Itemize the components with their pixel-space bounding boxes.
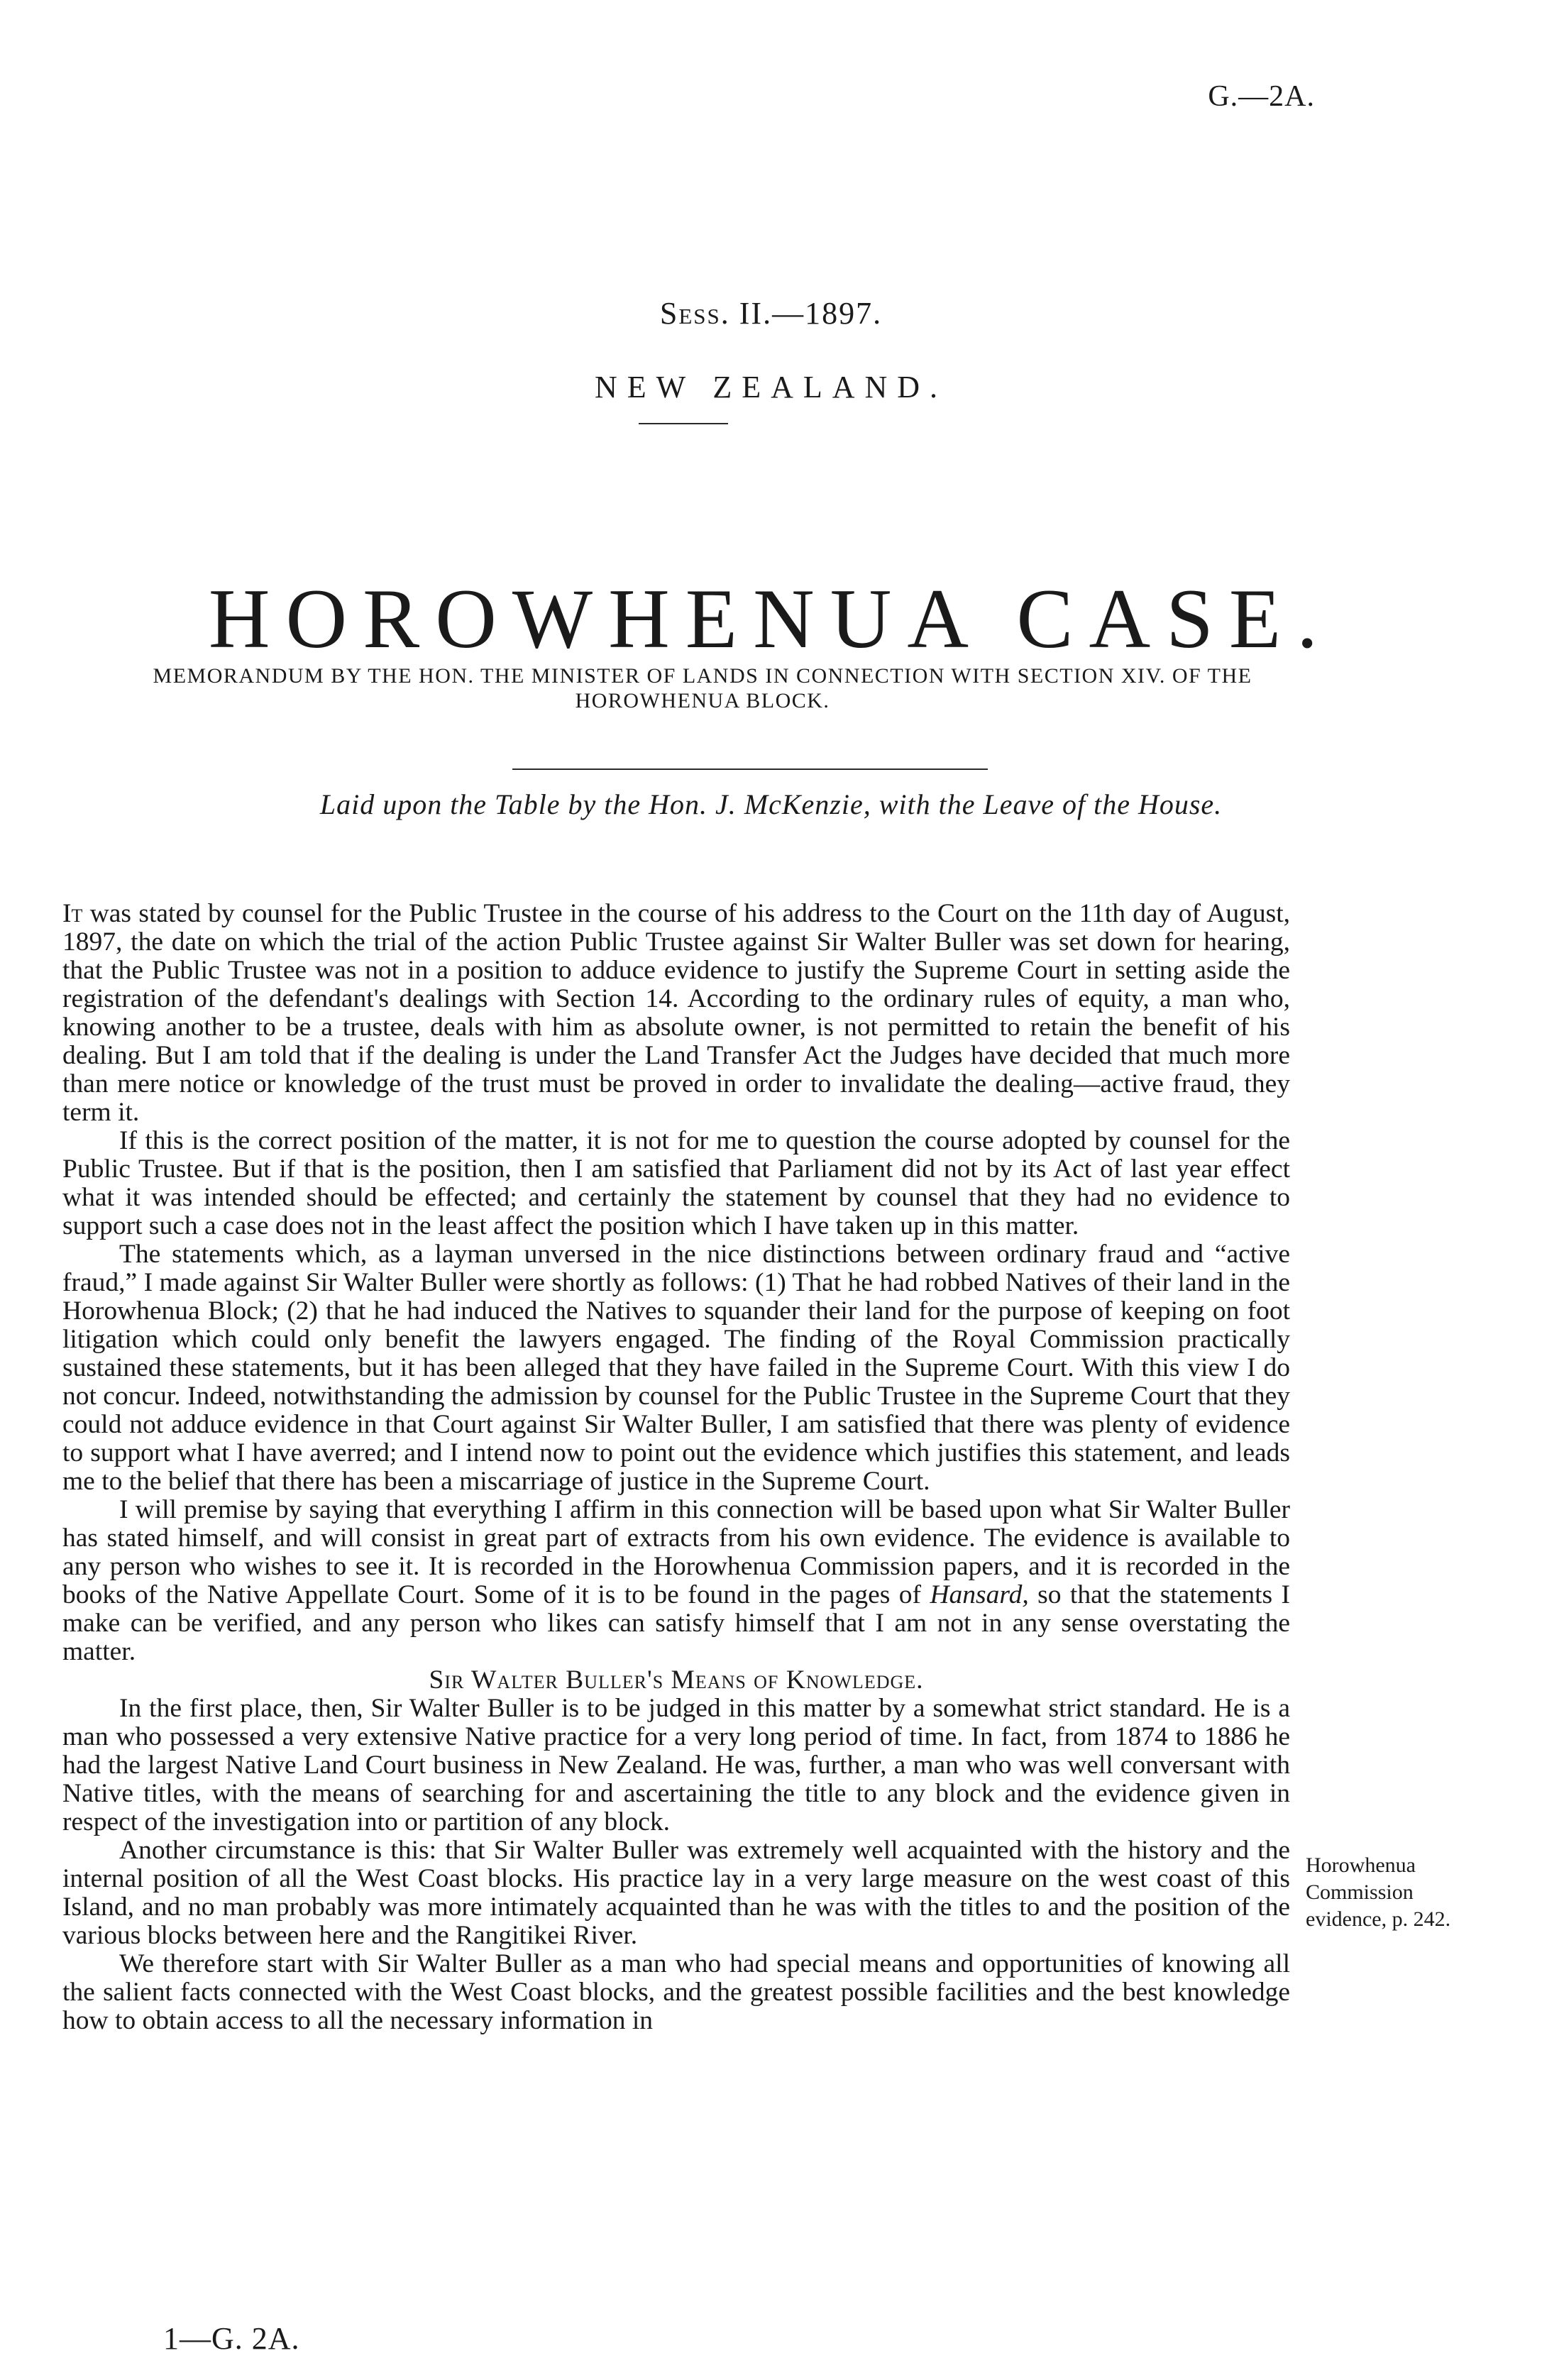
paragraph-7: We therefore start with Sir Walter Buller as a man who had special means and opportunities of knowing all the salient facts connected with the West Coast blocks, and the greatest possible facilities and the best knowledge how to obtain access to all the necessary information in — [62, 1949, 1290, 2035]
paragraph-4-text-b: so that the statements I make can be verified, and any person who likes can satisfy himself that I am not in any sense overstating the matter. — [62, 1580, 1291, 1666]
title-divider — [512, 768, 988, 770]
paragraph-6: Another circumstance is this: that Sir Walter Buller was extremely well acquainted with the history and the internal position of all the West Coast blocks. His practice lay in a very large measure on the west coast of this Island, and no man probably was more intimately acquainted than he was with the titles to and the position of the various blocks between here and the Rangitikei River. — [62, 1836, 1290, 1950]
margin-note-line-3: evidence, p. 242. — [1306, 1907, 1451, 1931]
margin-note-line-1: Horowhenua — [1306, 1853, 1416, 1877]
paragraph-4-text-a: I will premise by saying that everything I affirm in this connection will be based upon what Sir Walter Buller has stated himself, and will consist in great part of extracts from his own evidence. The evidence is available to any person who wishes to see it. It is recorded in the Horowhenua Commission papers, and it is recorded in the books of the Native Appellate Court. Some of it is to be found in the pages of — [62, 1495, 1290, 1609]
country-line: NEW ZEALAND. — [594, 370, 948, 404]
paragraph-3: The statements which, as a layman unversed in the nice distinctions between ordinary fraud and “active fraud,” I made against Sir Walter Buller were shortly as follows: (1) That he had robbed Natives of their land in the Horowhenua Block; (2) that he had induced the Natives to squander their land for the purpose of keeping on foot litigation which could only benefit the lawyers engaged. The finding of the Royal Commission practically sustained these statements, but it has been alleged that they have failed in the Supreme Court. With this view I do not concur. Indeed, notwithstanding the admission by counsel for the Public Trustee in the Supreme Court that they could not adduce evidence in that Court against Sir Walter Buller, I am satisfied that there was plenty of evidence to support what I have averred; and I intend now to point out the evidence which justifies this statement, and leads me to the belief that there has been a miscarriage of justice in the Supreme Court. — [62, 1240, 1290, 1496]
body-text — [62, 900, 1290, 2035]
drop-lead: It — [62, 899, 83, 928]
section-heading: Sir Walter Buller's Means of Knowledge. — [429, 1665, 924, 1695]
page-footer: 1—G. 2A. — [163, 2321, 300, 2356]
paragraph-4 — [62, 1496, 1290, 1666]
paragraph-2: If this is the correct position of the matter, it is not for me to question the course adopted by counsel for the Public Trustee. But if that is the position, then I am satisfied that Parliament did not by its Act of last year effect what it was intended should be effected; and certainly the statement by counsel that they had no evidence to support such a case does not in the least affect the position which I have taken up in this matter. — [62, 1126, 1290, 1240]
margin-note — [1306, 1852, 1519, 1933]
document-code: G.—2A. — [1208, 80, 1315, 113]
page-title: HOROWHENUA CASE. — [208, 571, 1334, 666]
paragraph-1 — [62, 900, 1290, 1127]
paragraph-5: In the first place, then, Sir Walter Buller is to be judged in this matter by a somewhat strict standard. He is a man who possessed a very extensive Native practice for a very long period of time. In fact, from 1874 to 1886 he had the largest Native Land Court business in New Zealand. He was, further, a man who was well conversant with Native titles, with the means of searching for and ascertaining the title to any block and the evidence given in respect of the investigation into or partition of any block. — [62, 1694, 1290, 1836]
short-divider — [639, 423, 728, 424]
paragraph-1-text: was stated by counsel for the Public Trustee in the course of his address to the Court on the 11th day of August, 1897, the date on which the trial of the action Public Trustee against Sir Walter Buller was set down for hearing, that the Public Trustee was not in a position to adduce evidence to justify the Supreme Court in setting aside the registration of the defendant's dealings with Section 14. According to the ordinary rules of equity, a man who, knowing another to be a trustee, deals with him as absolute owner, is not permitted to retain the benefit of his dealing. But I am told that if the dealing is under the Land Transfer Act the Judges have decided that much more than mere notice or knowledge of the trust must be proved in order to invalidate the dealing—active fraud, they term it. — [62, 899, 1290, 1127]
page-subtitle: MEMORANDUM BY THE HON. THE MINISTER OF LANDS IN CONNECTION WITH SECTION XIV. OF THE HOROWHENUA BLOCK. — [153, 664, 1252, 713]
session-line: Sess. II.—1897. — [659, 296, 883, 331]
hansard-italic: Hansard, — [930, 1580, 1029, 1609]
laid-upon-table-line: Laid upon the Table by the Hon. J. McKenzie, with the Leave of the House. — [319, 788, 1223, 820]
margin-note-line-2: Commission — [1306, 1880, 1414, 1904]
